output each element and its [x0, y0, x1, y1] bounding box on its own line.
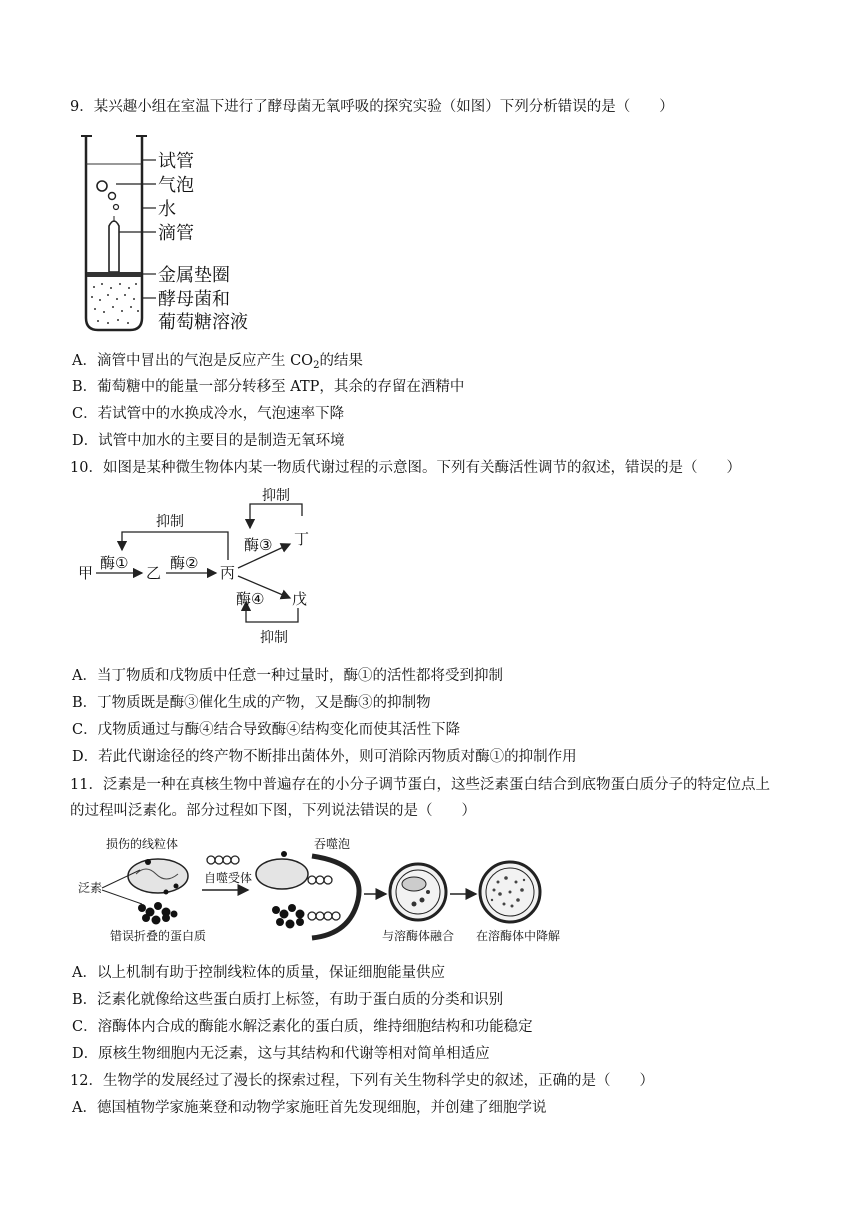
q9-stem: 9．某兴趣小组在室温下进行了酵母菌无氧呼吸的探究实验（如图）下列分析错误的是（ ） — [70, 99, 674, 115]
q10-option-b: B．丁物质既是酶③催化生成的产物，又是酶③的抑制物 — [72, 695, 431, 711]
label-damaged-mito: 损伤的线粒体 — [106, 837, 179, 851]
q9-option-a: A．滴管中冒出的气泡是反应产生 $CO_2$的结果 — [72, 353, 363, 371]
label-yeast: 酵母菌和 — [158, 289, 230, 310]
q11-option-c: C．溶酶体内合成的酶能水解泛素化的蛋白质，维持细胞结构和功能稳定 — [72, 1019, 533, 1035]
q9-option-d: D．试管中加水的主要目的是制造无氧环境 — [72, 433, 345, 449]
label-lysosome-fusion: 与溶酶体融合 — [382, 929, 455, 943]
label-test-tube: 试管 — [158, 151, 194, 172]
q11-autophagy-figure — [76, 834, 576, 949]
label-dropper: 滴管 — [158, 223, 194, 244]
label-water: 水 — [158, 199, 176, 220]
label-phagophore: 吞噬泡 — [314, 837, 351, 851]
q11-stem-line1: 11．泛素是一种在真核生物中普遍存在的小分子调节蛋白，这些泛素蛋白结合到底物蛋白质分子的特定位点上 — [70, 777, 770, 793]
q11-stem-line2: 的过程叫泛素化。部分过程如下图，下列说法错误的是（ ） — [70, 803, 476, 819]
label-misfolded-protein: 错误折叠的蛋白质 — [110, 929, 207, 943]
q9-test-tube-figure — [78, 132, 278, 337]
label-enzyme-2: 酶② — [170, 554, 199, 572]
q10-option-d: D．若此代谢途径的终产物不断排出菌体外，则可消除丙物质对酶①的抑制作用 — [72, 749, 577, 765]
q11-option-b: B．泛素化就像给这些蛋白质打上标签，有助于蛋白质的分类和识别 — [72, 992, 504, 1008]
q10-option-a: A．当丁物质和戊物质中任意一种过量时，酶①的活性都将受到抑制 — [72, 668, 503, 684]
label-inhibit-4: 抑制 — [260, 630, 288, 646]
label-inhibit-1: 抑制 — [156, 514, 184, 530]
label-lysosome-degrade: 在溶酶体中降解 — [476, 929, 561, 943]
q11-option-a: A．以上机制有助于控制线粒体的质量，保证细胞能量供应 — [72, 965, 445, 981]
label-enzyme-1: 酶① — [100, 554, 129, 572]
q9-option-b: B．葡萄糖中的能量一部分转移至 ATP，其余的存留在酒精中 — [72, 379, 465, 395]
label-washer: 金属垫圈 — [158, 265, 230, 286]
label-ding: 丁 — [294, 530, 310, 548]
label-enzyme-3: 酶③ — [244, 536, 273, 554]
label-yi: 乙 — [146, 564, 162, 582]
q12-option-a: A．德国植物学家施莱登和动物学家施旺首先发现细胞，并创建了细胞学说 — [72, 1100, 547, 1116]
q10-stem: 10．如图是某种微生物体内某一物质代谢过程的示意图。下列有关酶活性调节的叙述，错误的是（ ） — [70, 460, 741, 476]
q9-option-c: C．若试管中的水换成冷水，气泡速率下降 — [72, 406, 345, 422]
q11-option-d: D．原核生物细胞内无泛素，这与其结构和代谢等相对简单相适应 — [72, 1046, 490, 1062]
label-bing: 丙 — [220, 564, 236, 582]
label-ubiquitin: 泛素 — [78, 881, 103, 895]
label-bubble: 气泡 — [158, 175, 194, 196]
q10-option-c: C．戊物质通过与酶④结合导致酶④结构变化而使其活性下降 — [72, 722, 461, 738]
label-autophagy-receptor: 自噬受体 — [204, 871, 253, 885]
label-inhibit-3: 抑制 — [262, 488, 290, 504]
label-wu: 戊 — [292, 590, 308, 608]
label-enzyme-4: 酶④ — [236, 590, 265, 608]
label-jia: 甲 — [78, 564, 94, 582]
q10-pathway-figure — [76, 488, 326, 650]
label-glucose: 葡萄糖溶液 — [158, 312, 248, 333]
q12-stem: 12．生物学的发展经过了漫长的探索过程，下列有关生物科学史的叙述，正确的是（ ） — [70, 1073, 654, 1089]
